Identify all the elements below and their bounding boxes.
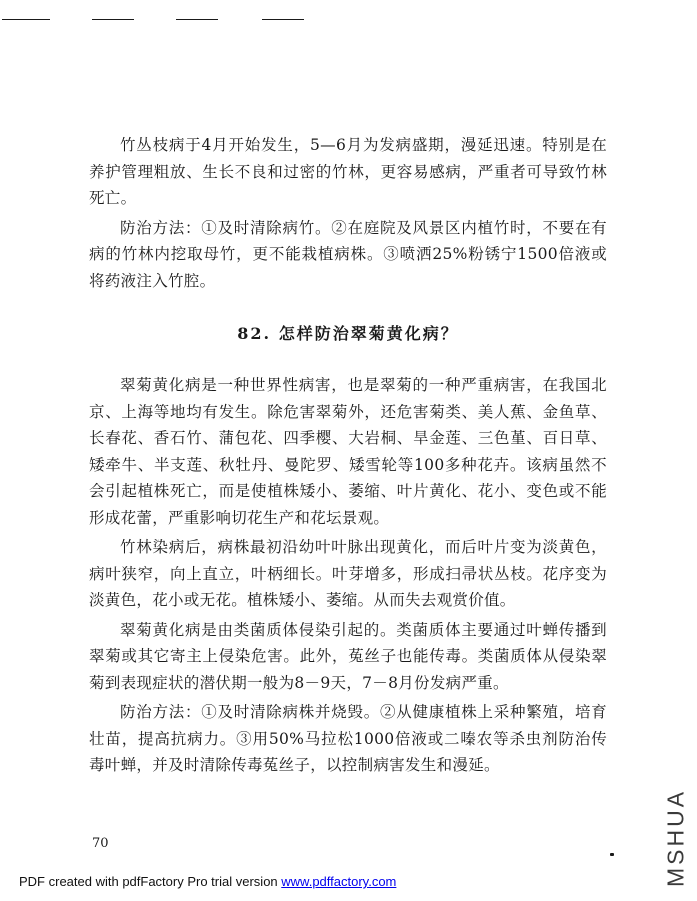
paragraph: 防治方法：①及时清除病竹。②在庭院及风景区内植竹时，不要在有病的竹林内挖取母竹，更不能栽植病株。③喷洒25%粉锈宁1500倍液或将药液注入竹腔。 xyxy=(89,218,607,290)
pdffactory-link[interactable]: www.pdffactory.com xyxy=(281,874,397,889)
paragraph: 竹林染病后，病株最初沿幼叶叶脉出现黄化，而后叶片变为淡黄色，病叶狭窄，向上直立，叶柄细长。叶芽增多，形成扫帚状丛枝。花序变为淡黄色，花小或无花。植株矮小、萎缩。从而失去观赏价值。 xyxy=(89,538,607,609)
header-rule xyxy=(262,19,304,20)
paragraph: 防治方法：①及时清除病株并烧毁。②从健康植株上采种繁殖，培育壮苗，提高抗病力。③用50%马拉松1000倍液或二嗪农等杀虫剂防治传毒叶蝉，并及时清除传毒菟丝子，以控制病害发生和漫延。 xyxy=(89,703,607,774)
header-rule xyxy=(92,19,134,20)
watermark xyxy=(661,790,691,886)
page-number: 70 xyxy=(92,836,109,851)
page-body xyxy=(89,132,607,779)
pdf-footer xyxy=(19,874,396,889)
header-rule xyxy=(176,19,218,20)
paragraph: 翠菊黄化病是一种世界性病害，也是翠菊的一种严重病害，在我国北京、上海等地均有发生。除危害翠菊外，还危害菊类、美人蕉、金鱼草、长春花、香石竹、蒲包花、四季樱、大岩桐、旱金莲、三色堇、百日草、矮牵牛、半支莲、秋牡丹、曼陀罗、矮雪轮等100多种花卉。该病虽然不会引起植株死亡，而是使植株矮小、萎缩、叶片黄化、花小、变色或不能形成花蕾，严重影响切花生产和花坛景观。 xyxy=(89,376,607,527)
scan-speck xyxy=(610,853,614,856)
pdf-footer-text: PDF created with pdfFactory Pro trial version xyxy=(19,874,282,889)
paragraph: 竹丛枝病于4月开始发生，5—6月为发病盛期，漫延迅速。特别是在养护管理粗放、生长不良和过密的竹林，更容易感病，严重者可导致竹林死亡。 xyxy=(89,136,607,207)
watermark-text: MSHUA xyxy=(662,788,689,888)
header-rule xyxy=(2,19,50,20)
paragraph: 翠菊黄化病是由类菌质体侵染引起的。类菌质体主要通过叶蝉传播到翠菊或其它寄主上侵染危害。此外，菟丝子也能传毒。类菌质体从侵染翠菊到表现症状的潜伏期一般为8－9天，7－8月份发病严重。 xyxy=(89,620,607,692)
section-heading: 82. 怎样防治翠菊黄化病？ xyxy=(237,324,459,343)
